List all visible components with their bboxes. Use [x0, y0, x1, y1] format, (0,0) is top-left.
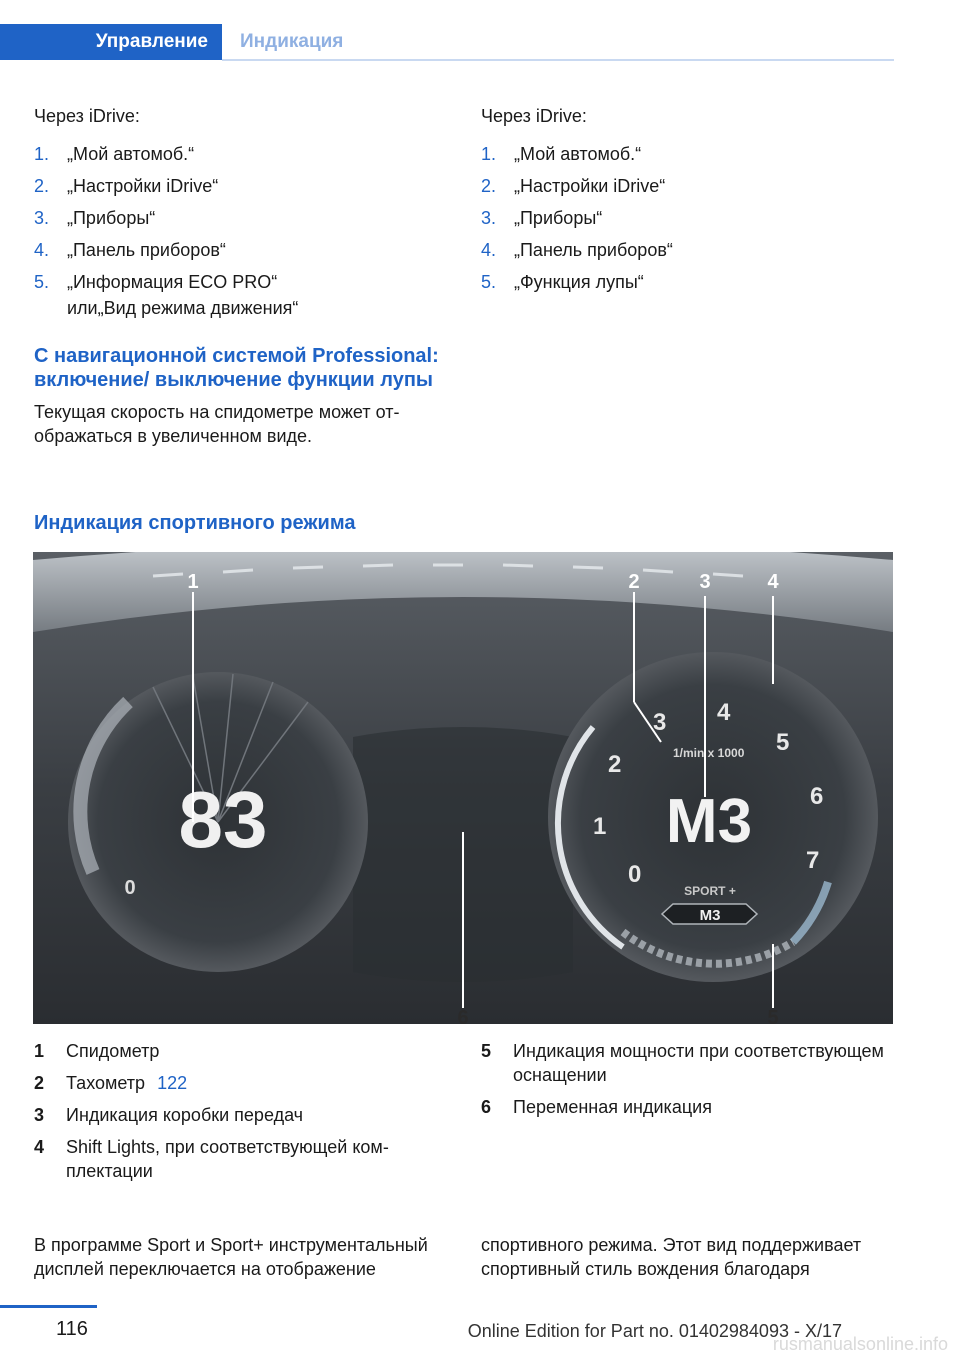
- left-steps: [34, 142, 454, 296]
- edition-info: Online Edition for Part no. 01402984093 - X/17: [467, 1321, 842, 1341]
- step-text: „Приборы“: [514, 208, 603, 228]
- footer-accent-line: [0, 1305, 97, 1308]
- callout-4: 4: [767, 571, 779, 593]
- legend-number: 6: [481, 1097, 492, 1117]
- legend-text: Тахометр: [66, 1073, 146, 1093]
- rpm-tick-4: 4: [717, 699, 731, 726]
- step-number: 4.: [481, 240, 497, 260]
- callout-3: 3: [699, 571, 711, 593]
- tab-displays[interactable]: Индикация: [240, 31, 344, 52]
- legend-item: [34, 1039, 454, 1063]
- legend-number: 1: [34, 1041, 45, 1061]
- speed-zero: 0: [124, 877, 136, 899]
- magnifier-paragraph: Текущая скорость на спидометре может отображаться в увеличенном виде.: [34, 402, 400, 446]
- rpm-tick-1: 1: [593, 813, 607, 840]
- mode-label: SPORT +: [684, 884, 736, 898]
- callout-2: 2: [628, 571, 640, 593]
- step-number: 2.: [481, 176, 497, 196]
- step-text: „Приборы“: [67, 208, 156, 228]
- legend-text: Спидометр: [66, 1041, 160, 1061]
- callout-6: 6: [457, 1007, 469, 1024]
- right-intro: Через iDrive:: [481, 106, 587, 126]
- legend-item: [481, 1039, 891, 1087]
- rpm-unit-label: 1/min x 1000: [673, 746, 745, 760]
- header-tabs: [0, 24, 894, 62]
- tachometer: [548, 652, 878, 982]
- page-reference-link[interactable]: 122: [157, 1073, 188, 1093]
- right-step: [481, 206, 901, 238]
- tab-underline: [222, 59, 894, 61]
- speed-value: 83: [178, 775, 268, 864]
- legend-right: [481, 1039, 891, 1127]
- legend-text: Индикация мощности при соответствующем оснащении: [513, 1041, 884, 1085]
- step-text: „Настройки iDrive“: [514, 176, 666, 196]
- callout-5: 5: [767, 1007, 779, 1024]
- step-number: 2.: [34, 176, 50, 196]
- section-heading-sport: Индикация спортивного режима: [34, 512, 356, 534]
- left-step: [34, 238, 454, 270]
- step-number: 3.: [34, 208, 50, 228]
- right-column: [481, 104, 901, 302]
- legend-item: [34, 1135, 454, 1183]
- speedometer: [68, 672, 368, 972]
- page-number: 116: [56, 1318, 88, 1340]
- step-number: 1.: [34, 144, 50, 164]
- step-number: 5.: [34, 272, 50, 292]
- watermark: rusmanualsonline.info: [772, 1334, 948, 1354]
- legend-item: [34, 1071, 454, 1095]
- tab-controls[interactable]: Управление: [0, 24, 222, 60]
- legend-item: [481, 1095, 891, 1119]
- right-step: [481, 174, 901, 206]
- step-continuation: или„Вид режима движения“: [67, 298, 299, 318]
- step-text: „Мой автомоб.“: [514, 144, 642, 164]
- left-step: [34, 174, 454, 206]
- step-text: „Настройки iDrive“: [67, 176, 219, 196]
- left-step: [34, 142, 454, 174]
- legend-item: [34, 1103, 454, 1127]
- body-text-right: спортивного режима. Этот вид поддерживает спортивный стиль вождения благодаря: [481, 1235, 862, 1279]
- right-step: [481, 238, 901, 270]
- instrument-cluster-figure: [33, 552, 893, 1024]
- step-number: 1.: [481, 144, 497, 164]
- gear-display: M3: [665, 787, 753, 856]
- mode-gear: M3: [699, 907, 721, 924]
- legend-text: Shift Lights, при соответствующей комплектации: [66, 1137, 389, 1181]
- right-step: [481, 270, 901, 302]
- step-text: „Информация ECO PRO“: [67, 272, 278, 292]
- rpm-tick-6: 6: [810, 783, 824, 810]
- right-steps: [481, 142, 901, 302]
- rpm-tick-3: 3: [653, 709, 667, 736]
- left-intro: Через iDrive:: [34, 106, 140, 126]
- rpm-tick-0: 0: [628, 861, 642, 888]
- legend-left: [34, 1039, 454, 1191]
- left-column: [34, 104, 454, 448]
- legend-text: Переменная индикация: [513, 1097, 712, 1117]
- body-text-left: В программе Sport и Sport+ инструментальный дисплей переключается на отображение: [34, 1235, 428, 1279]
- step-text: „Панель приборов“: [514, 240, 673, 260]
- step-text: „Мой автомоб.“: [67, 144, 195, 164]
- left-step: [34, 206, 454, 238]
- step-number: 3.: [481, 208, 497, 228]
- legend-number: 3: [34, 1105, 45, 1125]
- legend-number: 4: [34, 1137, 45, 1157]
- legend-number: 2: [34, 1073, 45, 1093]
- step-text: „Функция лупы“: [514, 272, 644, 292]
- step-number: 5.: [481, 272, 497, 292]
- step-text: „Панель приборов“: [67, 240, 226, 260]
- legend-text: Индикация коробки передач: [66, 1105, 304, 1125]
- callout-1: 1: [187, 571, 199, 593]
- rpm-tick-5: 5: [776, 729, 790, 756]
- section-heading-magnifier: С навигационной системой Professional: включение/ выключение функции лупы: [34, 345, 439, 391]
- legend-number: 5: [481, 1041, 492, 1061]
- rpm-tick-2: 2: [608, 751, 622, 778]
- left-step: [34, 270, 454, 296]
- rpm-tick-7: 7: [806, 847, 820, 874]
- right-step: [481, 142, 901, 174]
- step-number: 4.: [34, 240, 50, 260]
